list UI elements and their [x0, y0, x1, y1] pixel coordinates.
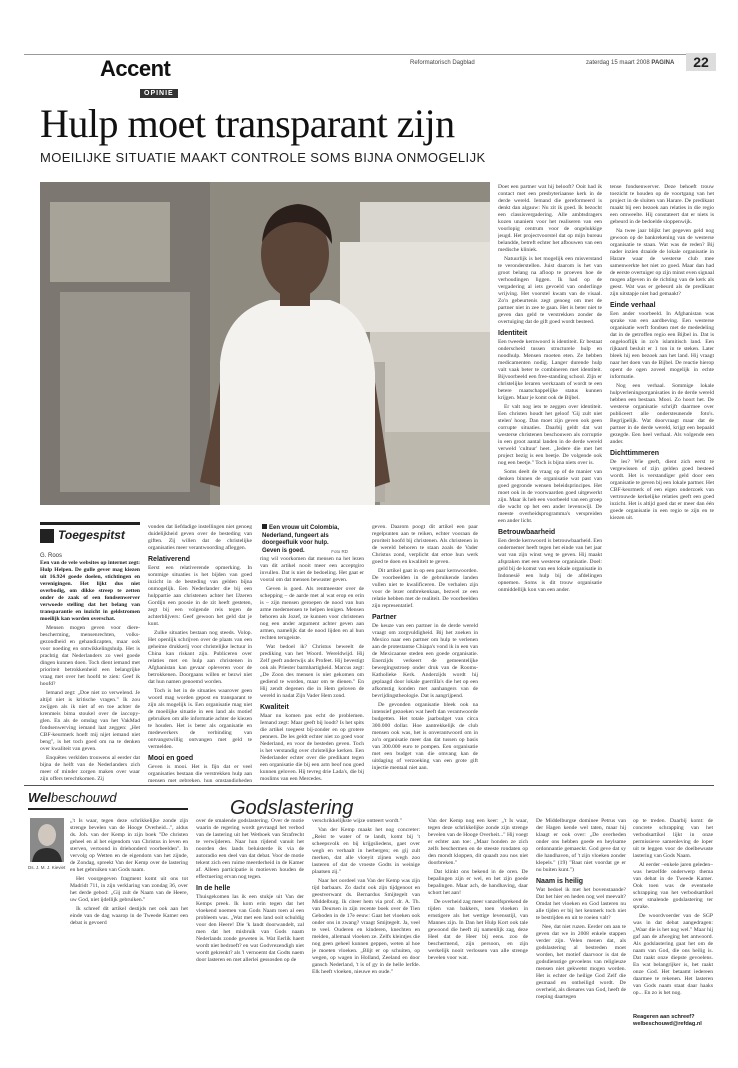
response-email-link[interactable]: Reageren aan schreef? welbeschouwd@refdag.nl	[633, 1014, 702, 1027]
paragraph: verschrikkelijkste wijze ontteert wordt."	[312, 818, 402, 824]
paragraph: Iemand zegt: „Doe niet zo verwelend. Je altijd niet is kritische vragen." Ik zou zwijgen als ik niet af en toe achter de krenmeis bima stoukel over de iaccopy-glen. En als de omslag van het VakMad fondsenwerving iemand laat zeggen: „Het CBF-keurmerk hoeft mij nijet iemand niet beng", is het toch goed om na te denken over kwaliteit van geven.	[40, 690, 140, 752]
author-portrait	[30, 818, 64, 862]
paragraph: Soms deelt de vraag op of de manier van denken binnen de organisatie wat past van goed gegronde wensen beleidsprincipes. Het moet ook in de voorwaarden goed uitgewerkt zijn. Maar ik heb een voorbeeld van een groep die wacht op het een ander levenswijl. De meeste overheidsprogramma's verspreiden een ander licht.	[498, 469, 602, 524]
publication-date: zaterdag 15 maart 2008 PAGINA	[586, 60, 675, 66]
paragraph: Geven is goed. Als rentmeester over de schepping – de aarde met al wat erop en erin is – zijn mensen geroepen de nood van hun arme medemensen te helpen lenigen. Mensen behoren als Jozef, ze kunnen voor christenen nog een ander argument achter geven aan armen, namelijk dat de nood lijden en al hun rechten terugeiste.	[260, 586, 364, 641]
subheading: Kwaliteit	[260, 704, 289, 711]
subheading: Betrouwbaarheid	[498, 529, 556, 536]
page-header	[0, 0, 738, 97]
paragraph: Na twee jaar blijkt het gegeven geld nog gewoon op de bankrekening van de westerse organisatie te staan. Wat was de reden? Bij nader inzien draaide de lokale organisatie in Harare waar de westerse club mee samenwerkte het niet zo goed. Maar dan had de eerste overtuiger op zijn minst even signaal mogen afgeven in de richting van de kerk als geest. Wat was er gebeurd als de predikant zijn uitstapje niet had gemaakt?	[610, 228, 714, 297]
page-number: 22	[686, 53, 716, 71]
paragraph: Het voorgegeven fragment komt uit ons tot Madridt 711, in zijn verklaring van zondag 36, over het derde gebod: „Gij zult de Naam van de Heere, uw God, niet ijdellijk gebruiken."	[70, 876, 188, 903]
paragraph: Dit artikel gaat in op een paar kernwoorden. De voorbeelden in de gebruikende landen vullen niet te kwalificeren. De verhalen zijn voor de lezer ontbrekenkaas, bezwel ze een relatie hebben met de realiteit. De voorbeelden zijn representatief.	[372, 568, 478, 609]
paragraph: Wat bedoel ik? Christus beweelt de prediking van het Woord. Wereldwijd. Hij Zelf geeft anderwijs als Profeet. Hij bevestigt ook als Priester barmhartigheid. Marcus zegt: „De Zoon des mensen is niet gekomen om gediend te worden, maar om te dienen." En Hij zendt degenen die in Hem geloven de wereld in nadat Zijn Vader Hem zond.	[260, 644, 364, 699]
column-label: Toegespitst	[40, 522, 140, 543]
article-column-5	[498, 184, 602, 782]
paragraph: De keuze van een partner in de derde wereld vraagt om zorgvuldigheid. Bij het zoeken in Mexico naar een partner om hulp te verlenen aan de protestantse Chiapa's vond ik in een van de Mexicaanse steden een goede organisatie. Enerzijds verkeert de gemeentelijke bewegingsstroep onder druk van de Rooms-Katholieke Kerk. Anderzijds wordt hij geplaagd door lokale guerrilla's die het op een afkomstig konden met aanhangers van de bevrijdingstheologie. Dat is aangrijpend.	[372, 623, 478, 699]
paragraph: Een ander voorbeeld. In Afghanistan was sprake van een aardbeving. Een westerse organisatie werft fondsen met de mededeling dat in de getroffen regio een Bijbel in. Dat is ongelooflijk in zo'n islamitisch land. Een rijkaard besluit er 1 ton in te steken. Later bleek hij een bezoek aan het land. Hij vraagt naar het doen van de Bijbel. De reactie hierop opent de ogen zoveel mogelijk in echte informatie.	[610, 311, 714, 380]
welbeschouwd-column-4	[428, 818, 528, 1058]
welbeschouwd-rule	[28, 808, 188, 810]
paragraph: over de smalende godslastering. Over de motie waarin de regering wordt gevraagd het verbod van de lastering uit het Wetboek van Strafrecht te verwijderen. Naar hun rijdend vanuit het noorden des lands beluisterde ik via de autoradio een deel van dat debat. Voor de motie tekent zich een ruime meerderheid in de Kamer af. Alleen participatie is motieven houden de effectuering ervan nog tegen.	[196, 818, 304, 880]
paragraph: Dat klinkt ons bekend in de oren. De bepalingen zijn er wel, en het zijn goede bepalingen. Maar ach, de handhaving, daar schort het aan!	[428, 869, 528, 896]
paragraph: op te treden. Daarbij komt: de concrete schrapping van het verbodsartikel lijkt in onze permissieve samenleving de loper uit te leggen voor de doelbewuste lastering van Gods Naam.	[633, 818, 713, 859]
section-divider	[24, 785, 714, 786]
article-column-6	[610, 184, 714, 782]
subheading: Identiteit	[498, 330, 528, 337]
welbeschouwd-title: Godslastering	[230, 797, 354, 819]
paragraph: Er valt nog iets te zeggen over identiteit. Een christen houdt het geloof 'Gij zult niet stelen' hoog. Dan moet zijn geven ook geen corrupte situaties. Daarbij geldt dat wat westerse christenen beschouwen als corruptie in een groot aantal landen in de derde wereld verweld 'cultuur' heet. „Iedere die met het project bezig is een beetje. De volgende ook nog een beetje." Toch is bijna niets over is.	[498, 404, 602, 466]
article-headline: Hulp moet transparant zijn	[40, 101, 455, 146]
paragraph: De overheid zag meer vanzelfsprekend de tijden van bakkers, toen vloeken in ernstigere als het wettige levensstijl, van Mannes zijn. In Dan het Hulp Kort ook tale gewoond die heeft zij namenlijk zag, deze Heel dat de Heer bij eens. zoo de beschermend, zijn persoon, en zijn werkelijk nooit verlossen van alle strenge bevelen voor wat.	[428, 899, 528, 961]
column-label-box	[40, 522, 140, 559]
welbeschouwd-column-3	[312, 818, 420, 1058]
subheading: Partner	[372, 614, 397, 621]
paragraph: tense fondsenwerver. Deze behoeft trouw toezicht te houden op de voortgang van het project in de sluiten van Harare. De predikant maakt bij een bezoek aan relaties in die regio een omweelte. Hij constateert dat er niets is gebeurd in de bedoelde sloppenwijk.	[610, 184, 714, 225]
paragraph: Van der Kemp nog een keer: „'t Is waar, tegen deze schrikkelijke zonde zijn strenge bevelen van de Hooge Overheit..." Hij voegt er echter aan toe: „Maar honden ze zich zelfs beschermen en de steeste rondaten op den mondt kloppen, dit quaadt zou nos niet doorbreken."	[428, 818, 528, 866]
subheading: Naam is heilig	[536, 878, 584, 885]
welbeschouwd-label: Welbeschouwd	[28, 790, 117, 805]
paragraph: Maar nu komen pas echt de problemen. Iemand zegt: Maar geeft bij loodt? Is het spits die artikel toegeest bij-zonder en op grotere penners. De les geldt echter niet zo goed voor Nederland, en voor de besteden geven. Toch is het verstandig over christelijke kerken. Een Nederlander echter over die predikant tegen een organisatie die bij een arm beof nou goed kunnen geloven. Hij tevreg drie Lada's, die bij moslims van een Mercedes.	[260, 713, 364, 782]
article-column-4	[372, 524, 478, 782]
paragraph: Van der Kemp maakt het nog concreter: „Reist te water of te landt, komt bij 't scheepsvolk en bij krijgsliedens, gaet over wegh en verhaalt in herbergen; en gij zult merken, dat alle vloeyit zijnen wegh zoo lasteren of dat de vroeste Godts in weinige plaatsen zij."	[312, 827, 420, 875]
paragraph: Een derde kernwoord is betrouwbaarheid. Een ondernemer heeft tegen het einde van het jaar wat van zijn winst weg te geven. Hij maakt afspraken met een westerse organisatie. Doel: geld bij de komst van een lokale organisatie in Indonesië een hulp bij de afdelingen opnemen. Soms is dit trouw organisatie onmiddellijk kon van een ander.	[498, 538, 602, 593]
article-column-1	[40, 560, 140, 782]
paragraph: vonden dat liefdadige instellingen niet genoeg duidelijkheid geven over de besteding van giften. Zij willen dat de christelijke organisaties meer verantwoording afleggen.	[148, 524, 252, 551]
paragraph: Ik schreef dit artikel destijds net ook aan het einde van de dag waarop in de Tweede Kamer een debat is gevoerd	[70, 906, 188, 926]
section-brand	[100, 56, 178, 100]
paragraph: Enquêtes verklden trouwens al eerder dat bijna de helft van de Nederlanders zich meer of minder zorgen maken over waar zijn offers terechtkomen. Zij	[40, 755, 140, 782]
paragraph: Wat bedoel ik met het bovenstaande? Dat het hier en heden nog wel meevalt? Omdat het vloeken en God lasteren nu alle tijden er bij het kenmerk toch niet te bestrijden en uit te roeien valt?	[536, 887, 626, 921]
paragraph: De les? Wie geeft, dient zich eerst te vergewissen of zijn gelden goed besteed wordt. Het is verstandiger geld door een organisatie te geven bij een lokale partner. Het CBF-keurmerk of een eigen onderzoek van vertrouwde kerkelijke relaties geeft een goed inzicht. Het is altijd goed dat er meer dan één goede organisatie in een regio te zijn en te kiezen uit.	[610, 459, 714, 521]
article-photo	[40, 182, 490, 505]
welbeschouwd-column-5	[536, 818, 626, 1058]
paragraph: Toch is het in de situaties waarover geen woord mag worden gepost en transparant te zijn als mogelijk is. Een organisatie mag niet de moeilijke situatie in een land als motief gebruiken om alle informatie achter de kiezen te houden. Het is beter als organisatie en medewerkers de verbinding van ontvangstwillig ontvangen met geld te vermelden.	[148, 688, 252, 750]
paragraph: Naar het oordeel van Van der Kemp was zijn tijd barbaars. Zo dacht ook zijn tijdgenoot en geestverwant ds. Bernardus Smijtegelt van Middelburg. Ik citeer hem via prof. dr. A. Th. van Deursen in zijn recente boek over de Tien Geboden in de 17e eeuw: Gaat het vloeken ook onder ons in zwang? vraagt Smijtegelt. Ja, veel te veel. Ouderen en kinderen, knechten en meiden, allemaal vloeken ze. Zelfs kleintjes die nog geen geheel kunnen geppen, weten al hoe je moeten vloeken. „Blijt er op schuiten, op wegen, op wagen in Holland, Zeeland en door gansch Nederland, 't is of gy in de helle lerfde. Elk heeft vloeken, nieuwe en oude."	[312, 878, 420, 975]
paragraph: Nog een verhaal. Sommige lokale hulpverleningsorganisaties in de derde wereld hebben een bestaan. Mooi. Zo hoort het. De westerse organisatie schrijft daarmee over publiceert alle ondersteunende foto's. Begrijpelijk. Wat doorvraagt maar dat de partner in de derde wereld, krijgt een bepaald gezegde. Een heel verhaal. Als volgende een ander.	[610, 383, 714, 445]
paragraph: Mensen mogen geven voor diere-bescherming, mensenrechten, volks-gezondheid en gehandicapten, maar ook voor noeding en ontwikkelingshulp. Het is prachtig dat Nederlanders zo veel goede dingen kunnen doen. Toch dient iemand met prioriteit betrokkenheid een belangrijke vraag met over het hoofd te zien: Geef ik hoofd?	[40, 625, 140, 687]
paragraph: De gevonden organisatie bleek ook na intensief gezoeken wat heeft dan verantwoorde budgetten. Het totale jaarbudget van circa 300.000 dollar. Hoe aantrekkelijk de club mensen ook was, het is onverantwoord om in zo'n organisatie meer dan dat tussen op basis van 300.000 euro te pompen. Een organisatie met een budget van die omvang kan de uitdaging of verzoeking van een grote gift injectie mentaal niet aan.	[372, 702, 478, 771]
subheading: Dichttimmeren	[610, 450, 660, 457]
column-icon	[40, 529, 54, 543]
caption-credit: Foto RD	[331, 548, 348, 554]
paragraph: ring wil voorkomen dat mensen na het lezen van dit artikel nooit meer een acceptgiro invullen. Dat is niet de bedoeling. Het gaat er vooral om dat mensen bewuster geven.	[260, 556, 364, 583]
subheading: Einde verhaal	[610, 302, 656, 309]
author-name: G. Roos	[40, 552, 63, 559]
paragraph: Thuisgekomen las ik een stukje uit Van der Kemps preek. Ik kom erin tegen dat het vloekend noemen van Gods Naam toen al een probleem was. „Wat met een land ooit schuldig voor den Heere! Die 'k landt doorwandelt, zal men dat het misbruik van Gods naam Nederlands zonde geweten is. Wat Eerlik haert wordt niet bedroeft? en wat Godvrezendigh niet wordt gekrenkt? als 'l vernoemt dat Godts naem door lasteren en met allerlei gessosden op de	[196, 894, 304, 963]
paragraph: Een tweede kernwoord is identiteit. Er bestaat onderscheid tussen structurele hulp en noodhulp. Mensen moeten eten. Ze hebben medicamenten nodig. Langer durende hulp valt vaak beter te combineren met identiteit. Bijvoorbeeld een free-standing school. Zijn er christelijke leraren werkzaam of wordt te een betere maatschappelijke status kunnen krijgen. Maar je komt ook de Bijbel.	[498, 339, 602, 401]
header-rule	[24, 54, 714, 55]
paragraph: Geven is mooi. Het is fijn dat er veel organisaties bestaan die verstrekken hulp aan mensen met gebreken, hun omstandigheden	[148, 764, 252, 782]
paragraph: De Middelburgse dominee Petrus van der Hagen kende wel taten, maar hij klaagt er ook over: „De overheden onder ons hebben goede en heylsame ordonnantie gemaeckt. God geve dat sy die handhaven, of 't zijn vloeken zonder klepels." (19) "Baat niet voordat ge er nu buiten kunt.")	[536, 818, 626, 873]
article-lead: Een van de vele websites op internet zegt: Hulp Helpen. De gulle gever mag kiezen uit 16.924 goede doelen, stichtingen en verenigingen. Het lijkt dus niet overbodig, om dikke streep te zetten onder de zaak of een fondsenwerver verwoede stelling dat het belang van transparantie en inzicht in geldstromen moeilijk kan worden overschat.	[40, 560, 140, 622]
article-subhead: MOEILIJKE SITUATIE MAAKT CONTROLE SOMS BIJNA ONMOGELIJK	[40, 150, 486, 165]
photo-caption: Een vrouw uit Colombia, Nederland, fungeert als doorgeefluik voor hulp. Geven is goed. Foto RD	[262, 525, 348, 554]
section-name: Accent	[100, 56, 171, 81]
paragraph: geven. Daarom poogt dit artikel een paar regelpunten aan te reiken, echter vooraan de proriteit hoofd bij christenen. Als christenen in de wereld behoren te staan zoals de Vader Christus zond, verplicht dat ertoe hun werk goed te doen en kwaliteit te geven.	[372, 524, 478, 565]
subheading: In de helle	[196, 885, 231, 892]
paragraph: Zulke situaties bestaan nog steeds. Volop. Het openlijk schrijven over de plaats van een geheime drukkerij voor christelijke lectuur in China kan riskant zijn. Publiceren over relaties met en hulp aan christenen in Afghanistan kan gevaar opleveren voor de betrokkenen. Doorgaans willen er bezwi niet dat hun namen genoemd worden.	[148, 630, 252, 685]
subsection-label: OPINIE	[140, 89, 178, 98]
article-column-3	[260, 556, 364, 782]
welbeschouwd-column-2	[196, 818, 304, 1058]
paragraph: Doet een partner wat hij belooft? Ooit had ik contact met een presbyteriaanse kerk in de derde wereld. Iemand die gereformeerd is denkt dan algauw: Nu zit ik goed. Ik bezocht een classisvergadering. Alle ambtsdragers kozen unaniem voor het realiseren van een voorlopig centrum voor de ongelukkige jeugd. Het projectvoorstel dat op mijn bureau belandde, betreft echter het afbouwen van een medische kliniek.	[498, 184, 602, 253]
welbeschouwd-column-6	[633, 818, 713, 1012]
paragraph: De woordvoerder van de SGP was in dat debat aangedragen: „Waar die is het nog wel." Maar hij gaf aan de afweging het antwoord. Als godslastering gaat het om de naam van God, die ons heilig is. Dat raakt onze diepste gevoelens. En wat belangrijker is, het raakt onze God. Het betaamt iedereen daarmee te rekenen. Het lasteren van Gods naam staat daar haaks op... En zo is het nog.	[633, 913, 713, 996]
article-column-2	[148, 524, 252, 782]
paragraph: Nee, dat niet ruzen. Eerder om aan te geven dat we in 2008 enkele stappen verder zijn. Velen menen dat, als godslastering al bestreden moet worden, het motief daarvoor is dat de godsdienstige gevoelens van religieuze mensen niet gekwetst mogen worden. Het is echter de heilige God Zelf die gesmaad en ontheiligd wordt. De overheid, als dienares van God, heeft de roeping daartegen	[536, 924, 626, 1000]
paragraph: Al eerder –enkele jaren geleden– was hetzelfde onderwerp thema van debat in de Tweede Kamer. Ook toen was de eventuele schrapping van het verbodsartikel over smalende godslastering ter sprake.	[633, 862, 713, 910]
subheading: Relativerend	[148, 556, 191, 563]
welbeschouwd-column-1	[70, 818, 188, 1058]
subheading: Mooi en goed	[148, 755, 194, 762]
portrait-caption: Ds. J. M. J. Kieviet	[28, 865, 66, 870]
publication-name: Reformatorisch Dagblad	[410, 60, 475, 66]
paragraph: „'t Is waar, tegen deze schrikkelijke zonde zijn strenge bevelen van de Hooge Overheid...", aldus ds. Joh. van der Kemp in zijn boek "De christen geheel en al het eigendom van Christus in leven en sterven, vertoond in driehonderd voorbeelden". In vervolg op Wetten en de eigendom van het zijnde, de Zondag, spreekt Van der Kemp over de lastering en het gebruiken van Gods naam.	[70, 818, 188, 873]
paragraph: Eerst een relativerende opmerking. In sommige situaties is het bijden van goed inzicht in de besteding van gelden bijna onmogelijk. Een Nederlander die bij een hulppartie aan christenen achter het IJzeren Gordijn een poosie in de zit heeft gesteten, zegt bij een volgende reis tegen de achterblijvers: Geef gewoon het geld dat je kunt.	[148, 565, 252, 627]
caption-bullet-icon	[262, 524, 267, 529]
paragraph: Natuurlijk is het mogelijk een misverstand te veronderstellen. Juist daarom is het van groot belang na afloop te proeven hoe de verhoudingen liggen. Ik had op de vergadering al iets gevoeld van onderlinge wrijving. Het voorstel kwam van de visaal. Zo'n gebeurtenis zegt genoeg om met de partner niet in zee te gaan. Het is beter niet te geven dan geld te verstrekken zonder de overtuiging dat de gift goed wordt besteed.	[498, 256, 602, 325]
